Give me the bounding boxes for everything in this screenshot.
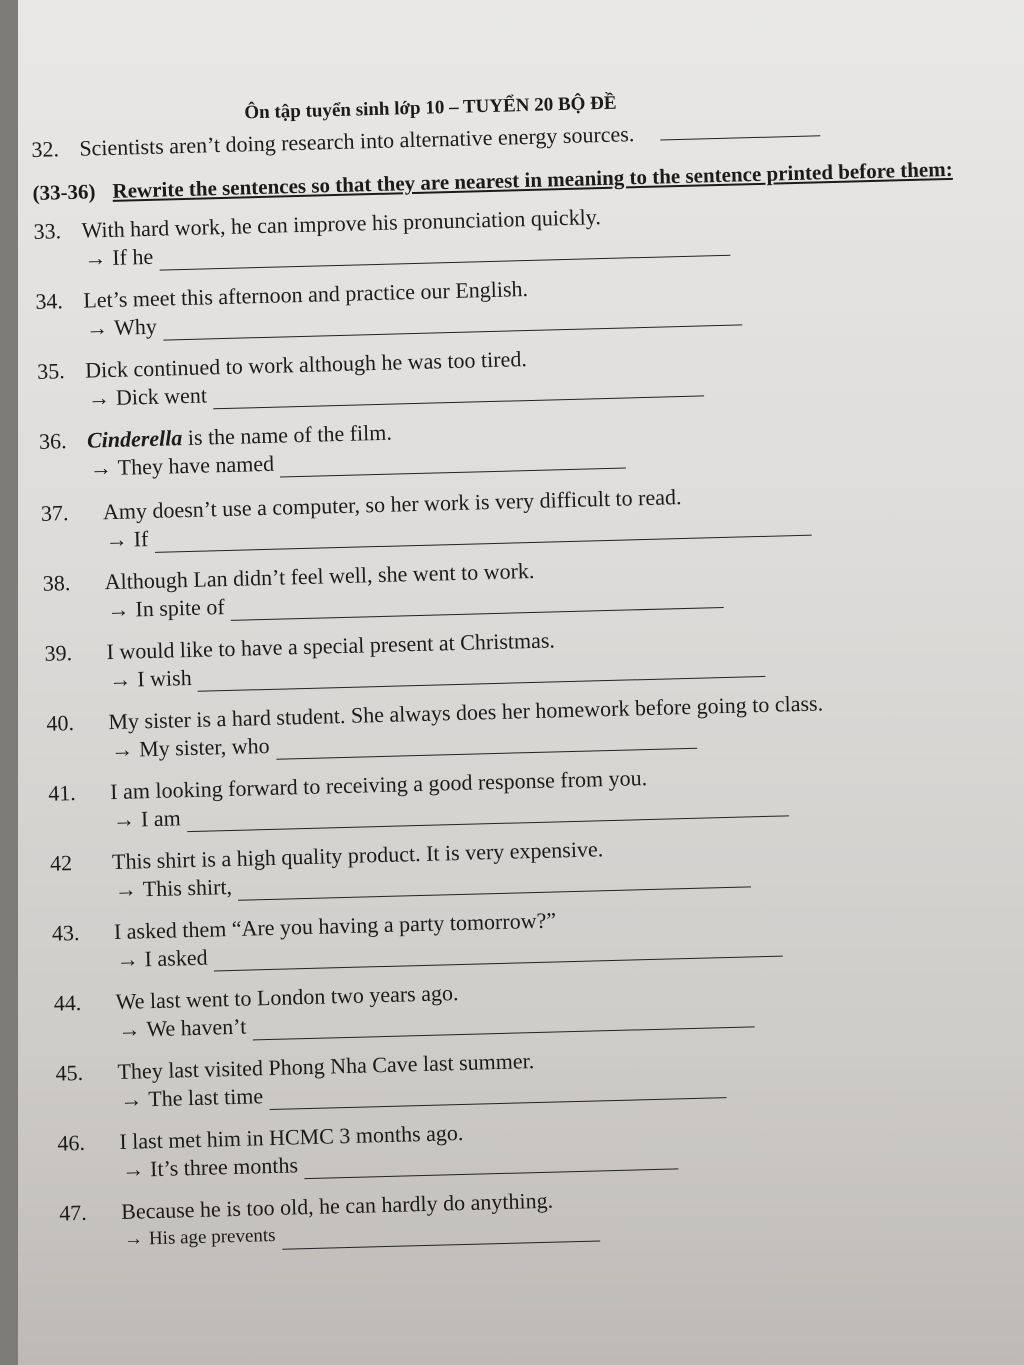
question-sentence: Amy doesn’t use a computer, so her work is very difficult to read. [102, 484, 682, 525]
arrow-icon: → [114, 876, 138, 903]
answer-prompt [86, 313, 157, 343]
question-39 [44, 614, 1024, 696]
question-47 [59, 1173, 1024, 1255]
question-number: 36. [38, 428, 67, 454]
answer-prompt [107, 593, 225, 624]
prompt-text: We haven’t [146, 1013, 247, 1042]
question-37 [41, 474, 1024, 556]
question-sentence: Dick continued to work although he was too tired. [84, 346, 528, 383]
question-36 [39, 402, 1024, 484]
question-number: 35. [36, 358, 66, 384]
question-46 [57, 1103, 1024, 1185]
question-sentence: Although Lan didn’t feel well, she went to work. [104, 557, 535, 595]
question-38 [42, 544, 1024, 626]
arrow-icon: → [87, 384, 111, 411]
question-sentence: Because he is too old, he can hardly do anything. [120, 1187, 554, 1224]
question-sentence: This shirt is a high quality product. It is very expensive. [111, 836, 604, 875]
question-number: 40. [46, 710, 75, 736]
question-sentence: I last met him in HCMC 3 months ago. [119, 1119, 464, 1154]
answer-prompt [114, 873, 232, 904]
answer-prompt [111, 732, 270, 764]
paper-page [18, 0, 1024, 1365]
arrow-icon: → [110, 736, 134, 763]
question-number: 42 [49, 850, 73, 876]
question-sentence: is the name of the film. [182, 419, 393, 451]
question-sentence: I would like to have a special present at Christmas. [106, 627, 556, 665]
answer-prompt [124, 1222, 276, 1254]
question-number: 47. [58, 1199, 88, 1226]
arrow-icon: → [123, 1228, 144, 1250]
answer-line[interactable] [252, 1006, 754, 1040]
answer-line[interactable] [281, 1220, 599, 1249]
page-header: Ôn tập tuyển sinh lớp 10 – TUYỂN 20 BỘ ĐỀ [244, 92, 617, 124]
answer-prompt [116, 944, 208, 974]
answer-prompt [113, 804, 181, 834]
question-text: Scientists aren’t doing research into alternative energy sources. [79, 121, 635, 161]
question-34 [35, 262, 1024, 344]
arrow-icon: → [108, 666, 132, 693]
answer-prompt [105, 525, 148, 554]
arrow-icon: → [83, 245, 107, 271]
prompt-text: I asked [144, 944, 208, 972]
answer-prompt [120, 1082, 264, 1114]
answer-prompt [88, 381, 208, 412]
prompt-text: My sister, who [138, 732, 270, 762]
question-number: 44. [53, 989, 82, 1016]
arrow-icon: → [105, 526, 128, 553]
question-sentence: We last went to London two years ago. [115, 980, 459, 1015]
arrow-icon: → [112, 806, 136, 833]
question-text [87, 420, 392, 453]
prompt-text: His age prevents [148, 1224, 276, 1250]
prompt-text: It’s three months [149, 1152, 299, 1182]
question-number: 43. [51, 919, 80, 946]
arrow-icon: → [85, 315, 109, 341]
question-number: 39. [44, 640, 73, 666]
answer-line[interactable] [213, 375, 704, 409]
prompt-text: The last time [147, 1083, 264, 1112]
answer-line[interactable] [659, 117, 819, 140]
prompt-text: I am [140, 805, 181, 832]
instruction-text: Rewrite the sentences so that they are nearest in meaning to the sentence printed before them: [112, 156, 953, 203]
answer-line[interactable] [304, 1148, 678, 1179]
question-number: 45. [55, 1059, 84, 1086]
question-sentence: I asked them “Are you having a party tomorrow?” [113, 907, 557, 945]
prompt-text: If [133, 526, 149, 552]
arrow-icon: → [118, 1016, 141, 1042]
question-number: 34. [35, 288, 64, 314]
question-number: 46. [57, 1129, 86, 1156]
question-45 [55, 1033, 1024, 1115]
answer-line[interactable] [269, 1077, 726, 1110]
arrow-icon: → [119, 1086, 143, 1112]
question-sentence: Let’s meet this afternoon and practice our English. [83, 276, 529, 313]
prompt-text: Why [113, 313, 158, 340]
answer-prompt [89, 450, 274, 483]
prompt-text: I wish [136, 664, 192, 692]
question-number: 38. [42, 570, 71, 596]
question-40 [46, 684, 1024, 766]
arrow-icon: → [107, 596, 130, 623]
question-35 [37, 332, 1024, 414]
arrow-icon: → [89, 454, 113, 481]
prompt-text: They have named [117, 450, 275, 480]
question-41 [48, 754, 1024, 836]
question-sentence: They last visited Phong Nha Cave last summer. [117, 1048, 535, 1085]
answer-line[interactable] [275, 728, 696, 760]
answer-prompt [84, 243, 154, 273]
question-sentence: My sister is a hard student. She always does her homework before going to class. [108, 690, 824, 735]
question-sentence: I am looking forward to receiving a good response from you. [109, 765, 648, 805]
arrow-icon: → [121, 1156, 145, 1182]
answer-line[interactable] [230, 587, 723, 621]
question-42 [50, 824, 1024, 906]
prompt-text: This shirt, [142, 873, 233, 902]
answer-line[interactable] [238, 866, 751, 900]
prompt-text: In spite of [135, 594, 225, 622]
section-range: (33-36) [32, 179, 96, 205]
question-number: 32. [31, 136, 60, 162]
answer-prompt [118, 1013, 247, 1044]
answer-prompt [122, 1151, 299, 1184]
question-number: 41. [47, 780, 77, 806]
question-44 [53, 963, 1024, 1045]
prompt-text: If he [111, 243, 154, 270]
question-number: 33. [33, 218, 62, 244]
worksheet [28, 0, 1024, 1256]
answer-prompt [109, 664, 192, 694]
question-number: 37. [40, 500, 69, 526]
film-title: Cinderella [86, 425, 183, 453]
question-43 [52, 894, 1024, 976]
question-list [33, 192, 1024, 1256]
arrow-icon: → [116, 946, 139, 972]
question-33 [33, 192, 1024, 274]
prompt-text: Dick went [115, 382, 208, 410]
answer-line[interactable] [280, 447, 626, 477]
question-sentence: With hard work, he can improve his pronunciation quickly. [81, 204, 602, 243]
